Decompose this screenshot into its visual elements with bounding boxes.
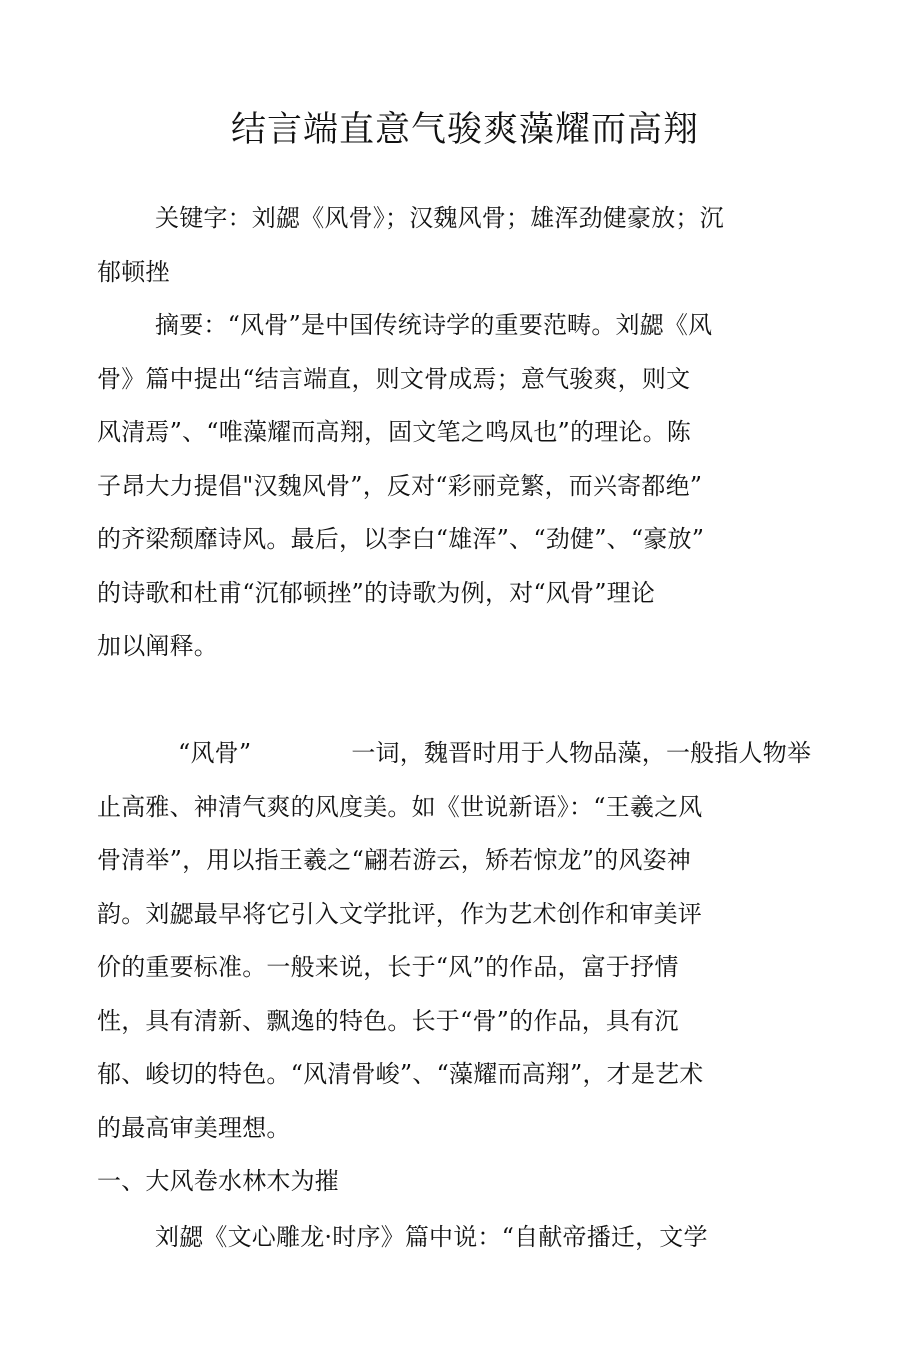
abstract-line-6: 的诗歌和杜甫“沉郁顿挫”的诗歌为例，对“风骨”理论	[97, 579, 656, 607]
intro-line-8: 的最高审美理想。	[97, 1114, 291, 1142]
intro-line-3: 骨清举”，用以指王羲之“翩若游云，矫若惊龙”的风姿神	[97, 846, 692, 874]
abstract-line-2: 骨》篇中提出“结言端直，则文骨成焉；意气骏爽，则文	[97, 365, 691, 393]
section-para-line-1: 刘勰《文心雕龙·时序》篇中说：“自献帝播迁，文学	[155, 1223, 708, 1251]
intro-line-4: 韵。刘勰最早将它引入文学批评，作为艺术创作和审美评	[97, 900, 702, 928]
keywords-line-1: 关键字：刘勰《风骨》；汉魏风骨；雄浑劲健豪放；沉	[155, 204, 724, 232]
abstract-line-1: 摘要：“风骨”是中国传统诗学的重要范畴。刘勰《风	[155, 311, 713, 339]
intro-line-7: 郁、峻切的特色。“风清骨峻”、“藻耀而高翔”，才是艺术	[97, 1060, 704, 1088]
intro-line-5: 价的重要标准。一般来说，长于“风”的作品，富于抒情	[97, 953, 679, 981]
document-title: 结言端直意气骏爽藻耀而高翔	[230, 110, 699, 151]
abstract-line-7: 加以阐释。	[97, 632, 218, 660]
intro-line-6: 性，具有清新、飘逸的特色。长于“骨”的作品，具有沉	[97, 1007, 679, 1035]
intro-line-1-rest: 一词，魏晋时用于人物品藻，一般指人物举	[351, 739, 812, 767]
intro-line-1	[178, 738, 811, 768]
intro-line-2: 止高雅、神清气爽的风度美。如《世说新语》：“王羲之风	[97, 793, 703, 821]
section-heading: 一、大风卷水林木为摧	[97, 1167, 339, 1195]
intro-term: “风骨”	[178, 739, 252, 767]
abstract-line-5: 的齐梁颓靡诗风。最后，以李白“雄浑”、“劲健”、“豪放”	[97, 525, 705, 553]
abstract-line-3: 风清焉”、“唯藻耀而高翔，固文笔之鸣凤也”的理论。陈	[97, 418, 692, 446]
abstract-line-4: 子昂大力提倡"汉魏风骨”，反对“彩丽竞繁，而兴寄都绝”	[97, 472, 703, 500]
keywords-line-2: 郁顿挫	[97, 258, 170, 286]
